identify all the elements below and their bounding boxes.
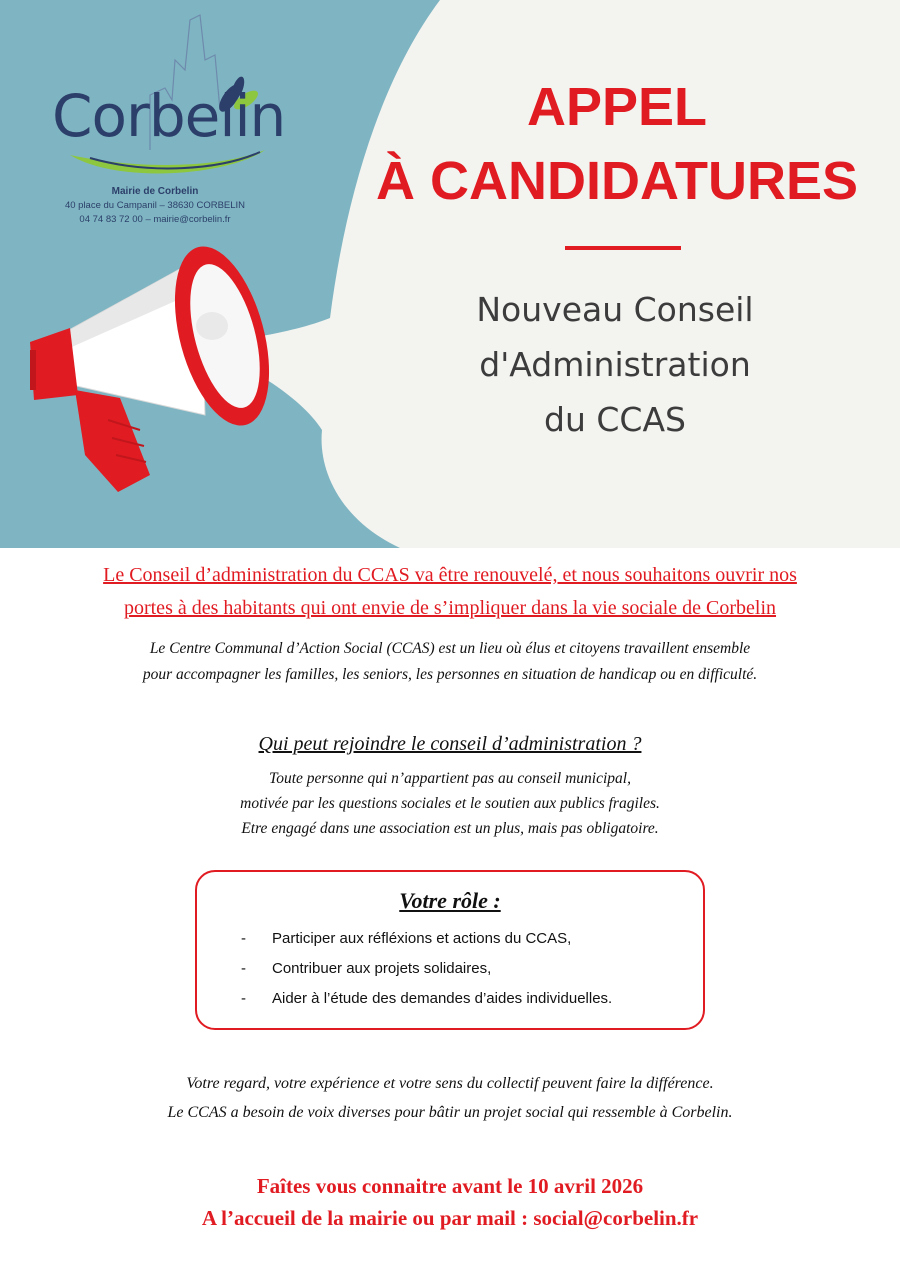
who-line-2: motivée par les questions sociales et le soutien aux publics fragiles.	[240, 795, 660, 812]
role-heading: Votre rôle :	[399, 888, 501, 913]
headline-line-2: À CANDIDATURES	[376, 151, 858, 211]
cta-deadline: Faîtes vous connaitre avant le 10 avril 2026	[256, 1174, 644, 1198]
role-item-text: Contribuer aux projets solidaires,	[272, 960, 492, 977]
intro-highlight-line-1: Le Conseil d’administration du CCAS va être renouvelé, et nous souhaitons ouvrir nos	[103, 564, 797, 586]
call-to-action	[50, 1170, 850, 1234]
who-line-1: Toute personne qui n’appartient pas au conseil municipal,	[269, 770, 631, 787]
intro-text-line-2: pour accompagner les familles, les seniors, les personnes en situation de handicap ou en difficulté.	[142, 666, 758, 683]
list-item	[241, 924, 612, 954]
list-item	[241, 954, 612, 984]
subtitle	[420, 282, 810, 447]
role-box	[195, 870, 705, 1030]
subtitle-line-3: du CCAS	[544, 400, 686, 439]
mairie-contact: 04 74 83 72 00 – mairie@corbelin.fr	[79, 214, 231, 225]
intro-highlight-line-2: portes à des habitants qui ont envie de s’impliquer dans la vie sociale de Corbelin	[123, 597, 777, 619]
logo-wordmark: Corbelin	[52, 82, 286, 150]
list-item	[241, 984, 612, 1014]
closing-line-2: Le CCAS a besoin de voix diverses pour bâtir un projet social qui ressemble à Corbelin.	[167, 1104, 733, 1121]
headline-line-1: APPEL	[526, 77, 708, 137]
bullet-dash: -	[241, 930, 246, 947]
role-list	[241, 924, 612, 1014]
mairie-title: Mairie de Corbelin	[111, 186, 199, 197]
page-title	[352, 70, 882, 218]
title-divider	[565, 246, 681, 250]
header-banner	[0, 0, 900, 548]
role-item-text: Aider à l’étude des demandes d’aides individuelles.	[272, 990, 613, 1007]
who-text	[100, 766, 800, 841]
intro-text-line-1: Le Centre Communal d’Action Social (CCAS) est un lieu où élus et citoyens travaillent ensemble	[149, 640, 751, 657]
intro-highlight	[10, 559, 890, 625]
role-item-text: Participer aux réfléxions et actions du CCAS,	[272, 930, 572, 947]
closing-text	[60, 1069, 840, 1127]
cta-contact: A l’accueil de la mairie ou par mail : social@corbelin.fr	[201, 1206, 699, 1230]
bullet-dash: -	[241, 960, 246, 977]
mairie-address: 40 place du Campanil – 38630 CORBELIN	[64, 200, 246, 211]
who-heading: Qui peut rejoindre le conseil d’administration ?	[258, 733, 642, 755]
subtitle-line-2: d'Administration	[479, 345, 751, 384]
closing-line-1: Votre regard, votre expérience et votre sens du collectif peuvent faire la différence.	[186, 1075, 714, 1092]
subtitle-line-1: Nouveau Conseil	[476, 290, 754, 329]
bullet-dash: -	[241, 990, 246, 1007]
intro-text	[40, 636, 860, 688]
who-line-3: Etre engagé dans une association est un plus, mais pas obligatoire.	[241, 820, 659, 837]
mairie-block	[40, 186, 270, 225]
